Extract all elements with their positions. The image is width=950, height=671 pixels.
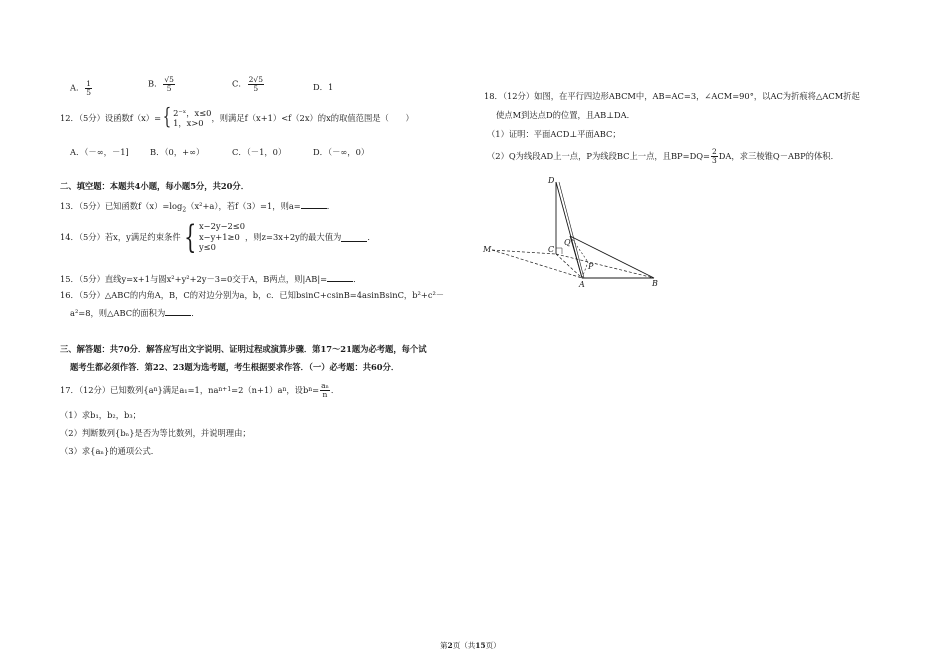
q12-stem: 12．（5分）设函数f（x）= { 2⁻ˣ，x≤0 1，x>0 ，则满足f（x+1）<f（2x）的x的取值范围是（ ） [60, 105, 414, 130]
label-q: Q [564, 238, 571, 247]
q18-line1: 18．（12分）如图，在平行四边形ABCM中，AB=AC=3，∠ACM=90°，以AC为折痕将△ACM折起 [484, 91, 860, 101]
q16-line1: 16．（5分）△ABC的内角A，B，C的对边分别为a，b，c．已知bsinC+csinB=4asinBsinC，b²+c²－ [60, 290, 445, 300]
edge-ma [492, 250, 582, 278]
edge-mc [492, 250, 556, 254]
edge-da-inner [559, 182, 584, 278]
section2-heading: 二、填空题：本题共4小题，每小题5分，共20分． [60, 181, 250, 191]
q13: 13．（5分）已知函数$f(x)=\log_2(x^2+a)$，若f（3）=1，则a= ． [60, 201, 336, 214]
q11-option-b: B． $\frac{√5}{5}$ [148, 75, 174, 93]
label-p: P [588, 262, 594, 271]
edge-ca [556, 254, 582, 278]
q17-stem: 17．（12分）已知数列{a n }满足a₁=1，na n+1 =2（n+1）a n ，设b n = $\frac{\text{aₙ}}{n}$ ． [60, 381, 340, 399]
q18-part1: （1）证明：平面ACD⊥平面ABC； [487, 129, 621, 139]
edge-qa [570, 236, 582, 278]
q12-option-d: D．（－∞，0） [313, 147, 370, 157]
label-a: A [579, 280, 585, 289]
q12-option-c: C．（－1，0） [232, 147, 287, 157]
label-c: C [548, 245, 555, 254]
q11-option-d: D．1 [313, 82, 334, 92]
q11-option-c: C． $\frac{2√5}{5}$ [232, 75, 263, 93]
q17-part1: （1）求b₁，b₂，b₃； [60, 410, 141, 420]
q12-option-a: A．（－∞，－1] [70, 147, 129, 157]
q18-geometry-figure [478, 170, 678, 295]
q16-line2: a²=8，则△ABC的面积为 ． [70, 308, 200, 318]
q15: 15．（5分）直线y=x+1与圆x²+y²+2y－3=0交于A，B两点，则|AB|= ． [60, 274, 362, 284]
q11-option-a: A． $\frac{1}{5}$ [70, 79, 92, 97]
section3-heading-line2: 题考生都必须作答．第22、23题为选考题，考生根据要求作答．（一）必考题：共60分． [70, 362, 400, 372]
section3-heading-line1: 三、解答题：共70分．解答应写出文字说明、证明过程或演算步骤．第17～21题为必考题，每个试 [60, 344, 427, 354]
q18-part2: （2）Q为线段AD上一点，P为线段BC上一点，且BP=DQ= $\frac{2}{3}$ DA，求三棱锥Q－ABP的体积． [487, 147, 839, 165]
label-d: D [548, 176, 555, 185]
q18-line2: 使点M到达点D的位置，且AB⊥DA． [496, 110, 635, 120]
label-m: M [483, 245, 492, 254]
q12-option-b: B．（0，+∞） [150, 147, 205, 157]
q17-part2: （2）判断数列{bₙ}是否为等比数列，并说明理由； [60, 428, 251, 438]
page-footer: 第2页（共15页） [440, 641, 501, 650]
q17-part3: （3）求{aₙ}的通项公式． [60, 446, 160, 456]
q14: 14．（5分）若x，y满足约束条件 { x−2y−2≤0 x−y+1≥0 y≤0 ，则z=3x+2y的最大值为 ． [60, 218, 376, 256]
label-b: B [652, 279, 658, 288]
